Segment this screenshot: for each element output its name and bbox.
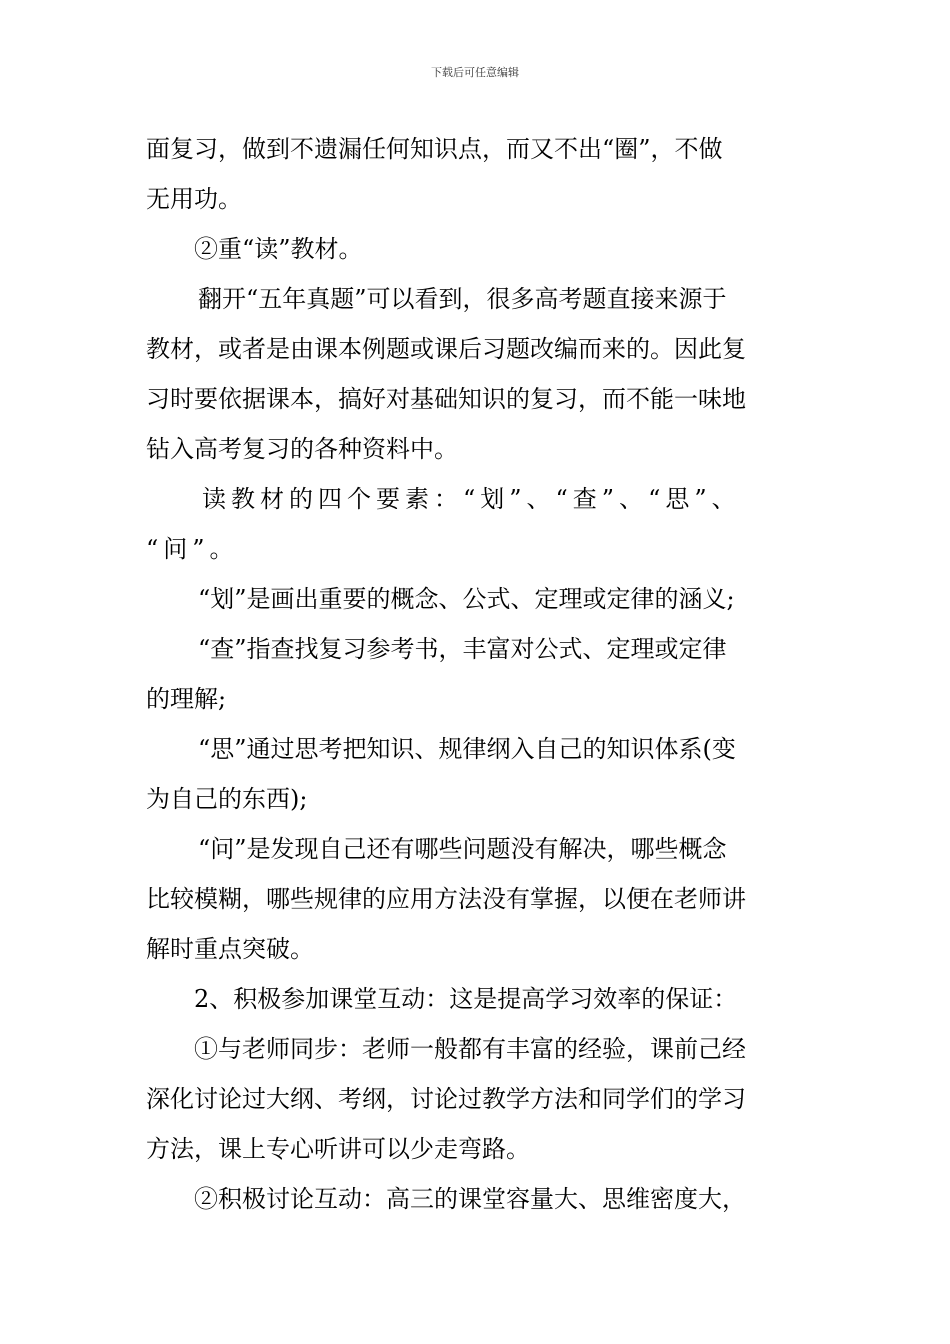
page-header: 下载后可任意编辑 bbox=[431, 66, 519, 79]
text-line: 面复习，做到不遗漏任何知识点，而又不出“圈”，不做 bbox=[146, 135, 723, 163]
paragraph bbox=[146, 574, 808, 624]
text-line: “问”。 bbox=[146, 535, 239, 563]
paragraph bbox=[146, 624, 808, 724]
paragraph bbox=[146, 1024, 808, 1174]
text-line: 比较模糊，哪些规律的应用方法没有掌握，以便在老师讲 bbox=[146, 885, 746, 913]
document-body bbox=[146, 124, 808, 1224]
text-line: 的理解; bbox=[146, 685, 227, 713]
text-line: 习时要依据课本，搞好对基础知识的复习，而不能一味地 bbox=[146, 385, 746, 413]
text-line: 深化讨论过大纲、考纲，讨论过教学方法和同学们的学习 bbox=[146, 1085, 746, 1113]
paragraph bbox=[146, 124, 808, 224]
paragraph bbox=[146, 474, 808, 574]
text-line: 钻入高考复习的各种资料中。 bbox=[146, 435, 458, 463]
text-line: 教材，或者是由课本例题或课后习题改编而来的。因此复 bbox=[146, 335, 746, 363]
text-line: “问”是发现自己还有哪些问题没有解决，哪些概念 bbox=[198, 835, 727, 863]
text-line: ①与老师同步：老师一般都有丰富的经验，课前己经 bbox=[194, 1035, 746, 1063]
text-line: “思”通过思考把知识、规律纲入自己的知识体系(变 bbox=[198, 735, 736, 763]
text-line: 解时重点突破。 bbox=[146, 935, 314, 963]
text-line: 读教材的四个要素：“划”、“查”、“思”、 bbox=[202, 485, 741, 513]
paragraph bbox=[146, 824, 808, 974]
text-line: 2、积极参加课堂互动：这是提高学习效率的保证： bbox=[194, 985, 738, 1013]
paragraph bbox=[146, 724, 808, 824]
paragraph bbox=[146, 274, 808, 474]
text-line: “划”是画出重要的概念、公式、定理或定律的涵义; bbox=[198, 585, 735, 613]
text-line: ②重“读”教材。 bbox=[194, 235, 363, 263]
text-line: 翻开“五年真题”可以看到，很多高考题直接来源于 bbox=[198, 285, 727, 313]
paragraph bbox=[146, 1174, 808, 1224]
paragraph bbox=[146, 974, 808, 1024]
text-line: 方法，课上专心听讲可以少走弯路。 bbox=[146, 1135, 530, 1163]
text-line: ②积极讨论互动：高三的课堂容量大、思维密度大， bbox=[194, 1185, 746, 1213]
text-line: 无用功。 bbox=[146, 185, 242, 213]
paragraph bbox=[146, 224, 808, 274]
text-line: “查”指查找复习参考书，丰富对公式、定理或定律 bbox=[198, 635, 727, 663]
text-line: 为自己的东西); bbox=[146, 785, 308, 813]
